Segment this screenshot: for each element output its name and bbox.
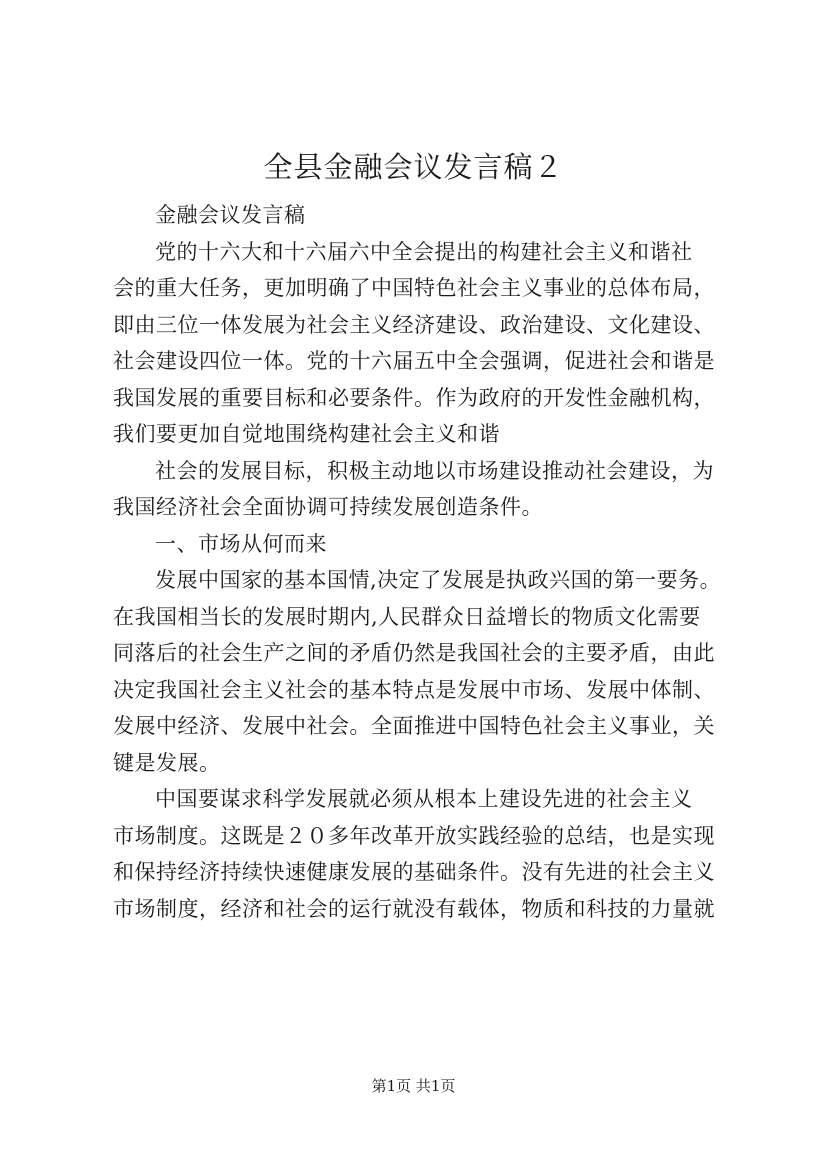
text-line: 社会的发展目标，积极主动地以市场建设推动社会建设，为: [155, 458, 714, 483]
text-line: 社会建设四位一体。党的十六届五中全会强调，促进社会和谐是: [113, 349, 715, 373]
text-line: 在我国相当长的发展时期内,人民群众日益增长的物质文化需要: [113, 604, 701, 629]
text-line: 会的重大任务，更加明确了中国特色社会主义事业的总体布局，: [113, 276, 715, 300]
text-line: 市场制度。这既是２０多年改革开放实践经验的总结，也是实现: [113, 823, 715, 848]
text-line: 我国经济社会全面协调可持续发展创造条件。: [113, 495, 543, 519]
text-line: 同落后的社会生产之间的矛盾仍然是我国社会的主要矛盾，由此: [113, 641, 715, 665]
text-line: 决定我国社会主义社会的基本特点是发展中市场、发展中体制、: [113, 677, 715, 702]
text-line: 键是发展。: [113, 750, 221, 775]
text-line: 我们要更加自觉地围绕构建社会主义和谐: [113, 422, 500, 446]
text-line: 一、市场从何而来: [155, 531, 327, 556]
page-footer: 第1页 共1页: [371, 1077, 456, 1095]
text-line: 发展中国家的基本国情,决定了发展是执政兴国的第一要务。: [155, 568, 722, 592]
document-body: [113, 197, 743, 927]
text-line: 即由三位一体发展为社会主义经济建设、政治建设、文化建设、: [113, 312, 715, 337]
text-line: 发展中经济、发展中社会。全面推进中国特色社会主义事业，关: [113, 714, 715, 738]
text-line: 和保持经济持续快速健康发展的基础条件。没有先进的社会主义: [113, 860, 715, 884]
document-title: 全县金融会议发言稿２: [263, 150, 564, 184]
text-line: 中国要谋求科学发展就必须从根本上建设先进的社会主义: [155, 787, 693, 811]
text-line: 市场制度，经济和社会的运行就没有载体，物质和科技的力量就: [113, 896, 715, 921]
text-line: 金融会议发言稿: [155, 203, 306, 227]
text-line: 党的十六大和十六届六中全会提出的构建社会主义和谐社: [155, 239, 693, 264]
text-line: 我国发展的重要目标和必要条件。作为政府的开发性金融机构，: [113, 385, 715, 410]
